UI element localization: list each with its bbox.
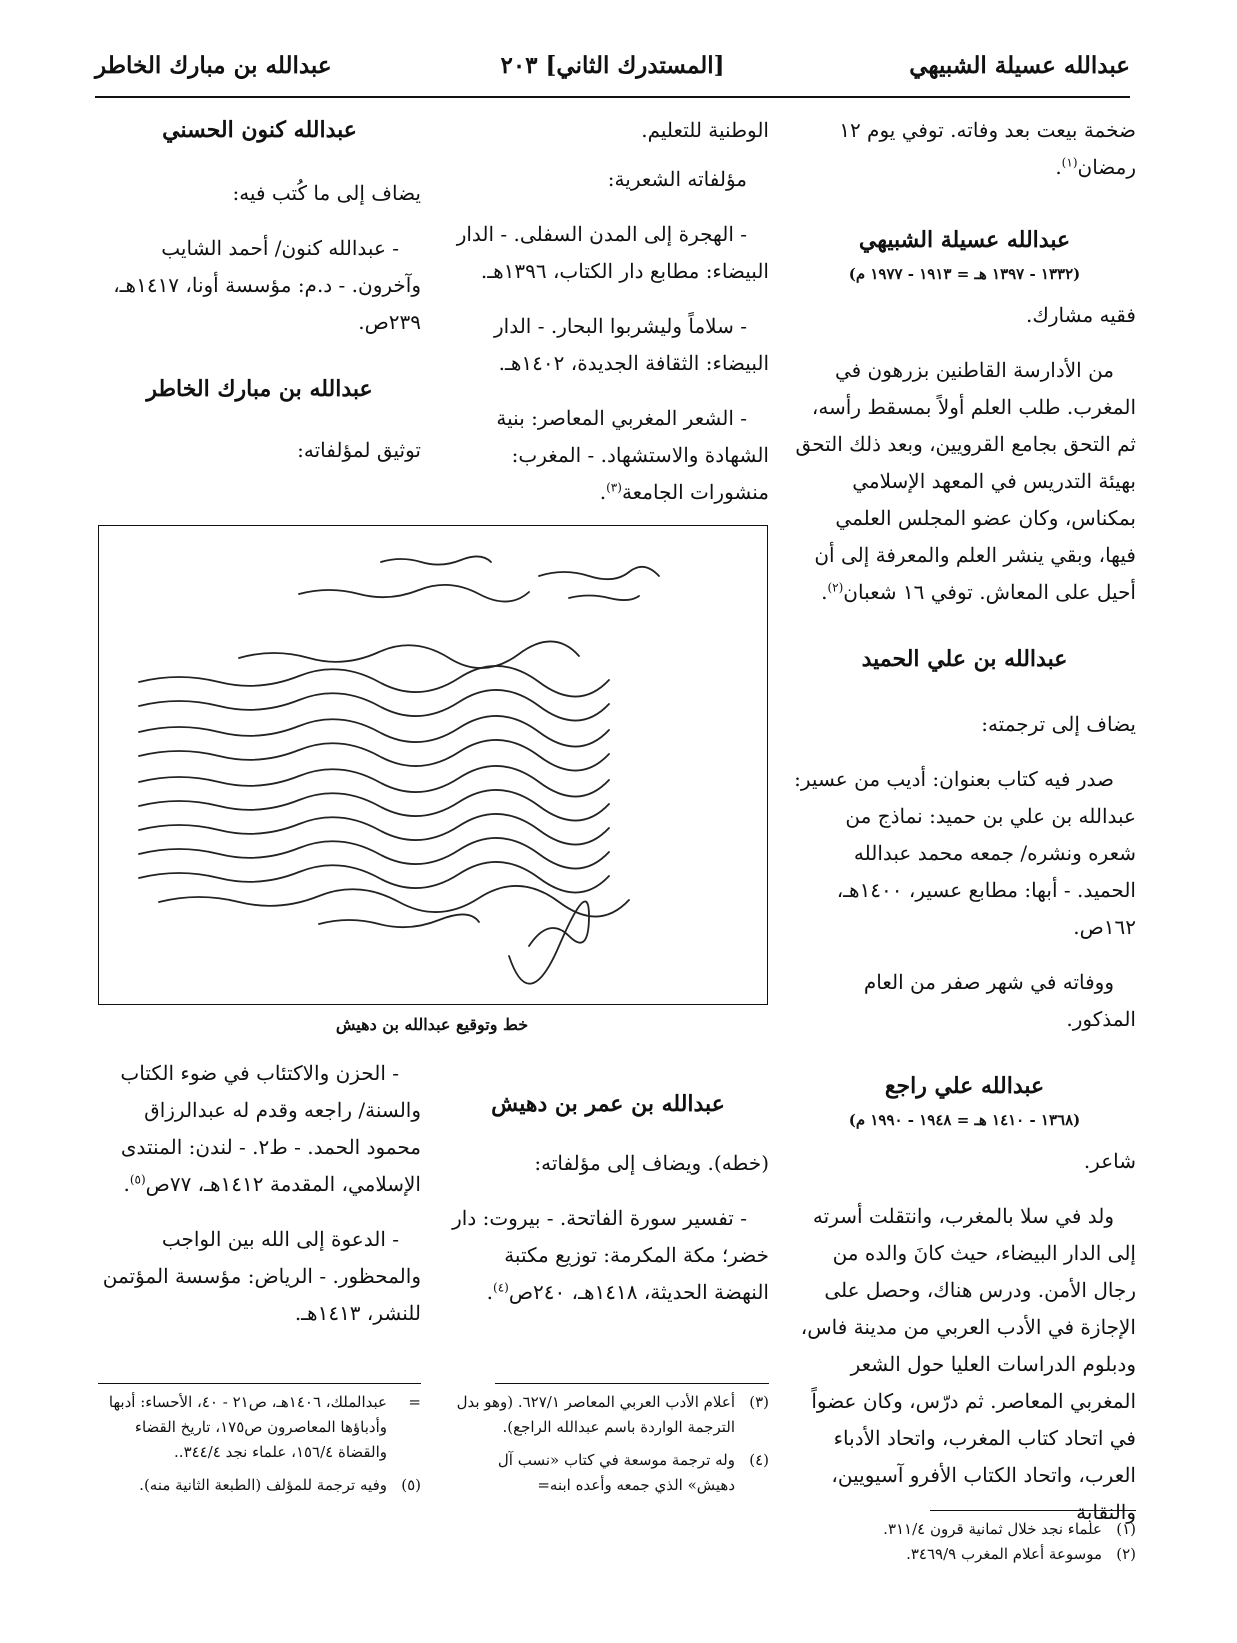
column-left xyxy=(98,112,421,469)
footnotes-left xyxy=(98,1383,421,1498)
paragraph: - سلاماً وليشربوا البحار. - الدار البيضاء: الثقافة الجديدة، ١٤٠٢هـ. xyxy=(494,314,769,375)
paragraph: (خطه). ويضاف إلى مؤلفاته: xyxy=(534,1151,769,1175)
column-left-lower xyxy=(98,1055,421,1332)
entry-heading: عبدالله علي راجع xyxy=(884,1073,1045,1099)
paragraph: ضخمة بيعت بعد وفاته. توفي يوم ١٢ رمضان$^{(١)}$. xyxy=(839,118,1136,179)
footnote: (١) علماء نجد خلال ثمانية قرون ٣١١/٤. xyxy=(883,1520,1136,1538)
handwriting-image xyxy=(98,525,768,1005)
paragraph: - الحزن والاكتئاب في ضوء الكتاب والسنة/ راجعه وقدم له عبدالرزاق محمود الحمد. - ط٢. - لندن: المنتدى الإسلامي، المقدمة ١٤١٢هـ، ٧٧ص$^{(٥)}$. xyxy=(120,1061,421,1196)
footnote: (٢) موسوعة أعلام المغرب ٣٤٦٩/٩. xyxy=(906,1545,1136,1563)
paragraph: من الأدارسة القاطنين بزرهون في المغرب. طلب العلم أولاً بمسقط رأسه، ثم التحق بجامع القرويين، وبعد ذلك التحق بهيئة التدريس في المعهد الإسلامي بمكناس، وكان عضو المجلس العلمي فيها، وبقي ينشر العلم والمعرفة إلى أن أحيل على المعاش. توفي ١٦ شعبان$^{(٢)}$. xyxy=(795,358,1136,604)
entry-heading: عبدالله بن مبارك الخاطر xyxy=(146,376,373,402)
footnote-rule xyxy=(98,1383,421,1384)
paragraph: يضاف إلى ترجمته: xyxy=(981,712,1136,736)
footnote: (٣) أعلام الأدب العربي المعاصر ٦٢٧/١. (وهو بدل الترجمة الواردة باسم عبدالله الراجع). xyxy=(456,1393,769,1436)
column-middle xyxy=(447,112,769,511)
footnote-ref: (٢) xyxy=(827,580,844,595)
footnote-ref: (٥) xyxy=(129,1172,146,1187)
footnote-ref: (١) xyxy=(1061,155,1078,170)
paragraph: مؤلفاته الشعرية: xyxy=(607,167,747,191)
footnote: = عبدالملك، ١٤٠٦هـ، ص٢١ - ٤٠، الأحساء: أدبها وأدباؤها المعاصرون ص١٧٥، تاريخ القضاء والقضاة ١٥٦/٤، علماء نجد ٣٤٤/٤.. xyxy=(108,1393,421,1461)
entry-heading: عبدالله كنون الحسني xyxy=(162,117,357,143)
footnote: (٥) وفيه ترجمة للمؤلف (الطبعة الثانية منه). xyxy=(139,1476,421,1494)
column-right xyxy=(793,112,1136,1531)
footnotes-right xyxy=(793,1510,1136,1567)
paragraph: - عبدالله كنون/ أحمد الشايب وآخرون. - د.م: مؤسسة أونا، ١٤١٧هـ، ٢٣٩ص. xyxy=(113,236,421,334)
entry-heading: عبدالله عسيلة الشبيهي xyxy=(858,227,1071,253)
header-left-title: عبدالله بن مبارك الخاطر xyxy=(95,52,332,79)
paragraph: - الهجرة إلى المدن السفلى. - الدار البيضاء: مطابع دار الكتاب، ١٣٩٦هـ. xyxy=(456,222,769,283)
handwritten-letter-drawing xyxy=(99,526,767,1004)
running-header xyxy=(95,42,1130,98)
footnote-ref: (٣) xyxy=(606,480,622,495)
column-middle-lower xyxy=(447,1086,769,1311)
paragraph: - تفسير سورة الفاتحة. - بيروت: دار خضر؛ مكة المكرمة: توزيع مكتبة النهضة الحديثة، ١٤١٨هـ، ٢٤٠ص$^{(٤)}$. xyxy=(452,1206,769,1304)
header-page-number: [المستدرك الثاني] ٢٠٣ xyxy=(500,52,725,79)
footnote-ref: (٤) xyxy=(493,1280,509,1295)
paragraph: الوطنية للتعليم. xyxy=(641,118,769,142)
footnotes-middle xyxy=(447,1383,769,1498)
header-rule xyxy=(95,96,1130,98)
paragraph: توثيق لمؤلفاته: xyxy=(297,438,421,462)
paragraph: - الدعوة إلى الله بين الواجب والمحظور. - الرياض: مؤسسة المؤتمن للنشر، ١٤١٣هـ. xyxy=(102,1227,421,1325)
entry-dates: (١٣٣٢ - ١٣٩٧ هـ = ١٩١٣ - ١٩٧٧ م) xyxy=(848,265,1081,283)
entry-dates: (١٣٦٨ - ١٤١٠ هـ = ١٩٤٨ - ١٩٩٠ م) xyxy=(848,1111,1081,1129)
footnote-rule xyxy=(930,1510,1136,1511)
paragraph: ووفاته في شهر صفر من العام المذكور. xyxy=(863,970,1136,1031)
image-caption: خط وتوقيع عبدالله بن دهيش xyxy=(335,1015,529,1034)
paragraph: شاعر. xyxy=(1083,1149,1136,1173)
header-right-title: عبدالله عسيلة الشبيهي xyxy=(909,52,1130,79)
paragraph: ولد في سلا بالمغرب، وانتقلت أسرته إلى الدار البيضاء، حيث كانَ والده من رجال الأمن. ودرس هناك، وحصل على الإجازة في الأدب العربي من مدينة فاس، ودبلوم الدراسات العليا حول الشعر المغربي المعاصر. ثم درّس، وكان عضواً في اتحاد كتاب المغرب، واتحاد الأدباء العرب، واتحاد الكتاب الأفرو آسيويين، والنقابة xyxy=(800,1204,1136,1524)
paragraph: - الشعر المغربي المعاصر: بنية الشهادة والاستشهاد. - المغرب: منشورات الجامعة$^{(٣)}$. xyxy=(496,406,769,504)
paragraph: صدر فيه كتاب بعنوان: أديب من عسير: عبدالله بن علي بن حميد: نماذج من شعره ونشره/ جمعه محمد عبدالله الحميد. - أبها: مطابع عسير، ١٤٠٠هـ، ١٦٢ص. xyxy=(794,767,1136,939)
footnote-rule xyxy=(495,1383,769,1384)
footnote: (٤) وله ترجمة موسعة في كتاب «نسب آل دهيش» الذي جمعه وأعده ابنه= xyxy=(497,1451,769,1494)
entry-heading: عبدالله بن علي الحميد xyxy=(861,646,1068,672)
paragraph: فقيه مشارك. xyxy=(1026,303,1136,327)
paragraph: يضاف إلى ما كُتب فيه: xyxy=(232,181,421,205)
entry-heading: عبدالله بن عمر بن دهيش xyxy=(491,1091,725,1117)
